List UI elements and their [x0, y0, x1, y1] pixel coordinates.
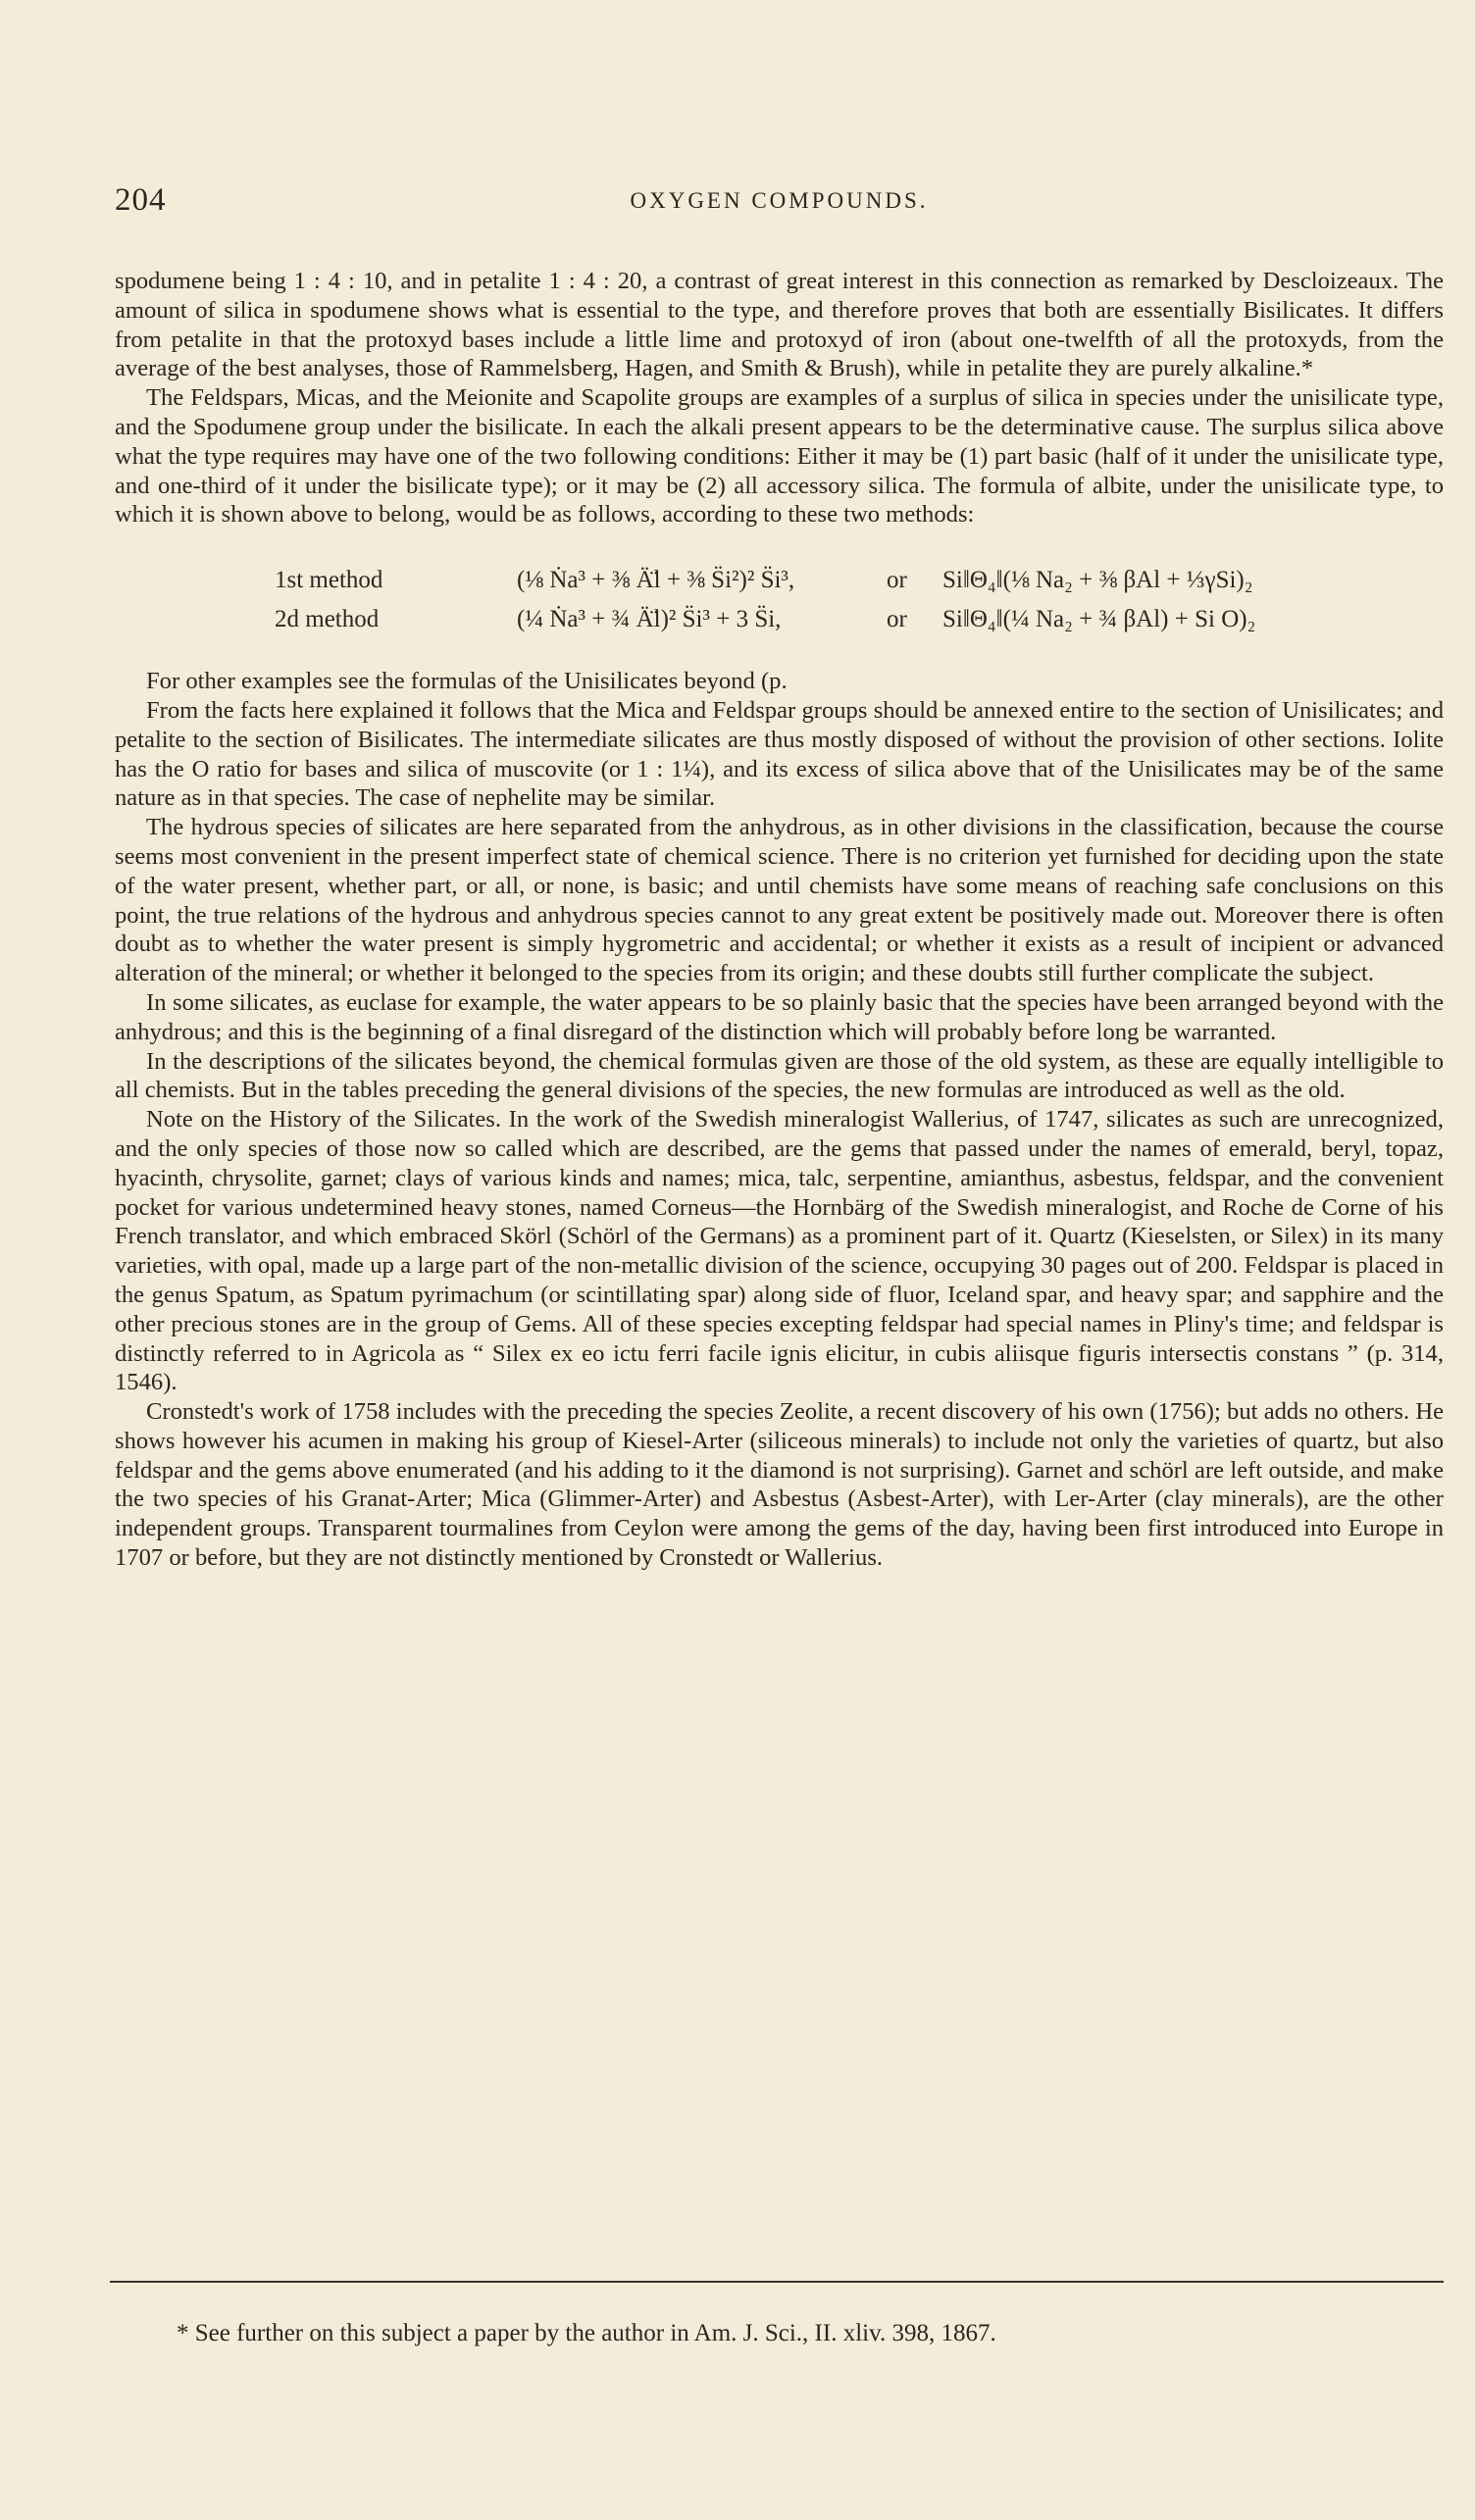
formula-new-system: Si‖Θ₄‖(¼ Na₂ + ¾ βAl) + Si O)₂ [942, 606, 1256, 633]
footnote: * See further on this subject a paper by the author in Am. J. Sci., II. xliv. 398, 1867. [177, 2320, 996, 2346]
formula-old-system: (¼ Ṅa³ + ¾ Ä̈l)² S̈i³ + 3 S̈i, [517, 606, 782, 633]
paragraph-descriptions: In the descriptions of the silicates beyond, the chemical formulas given are those of the old system, as these are equally intelligible to all chemists. But in the tables preceding the general divisions of the species, the new formulas are introduced as well as the old. [115, 1047, 1444, 1104]
formula-row-2d-method [115, 600, 1444, 639]
formula-label: 1st method [275, 567, 383, 594]
paragraph-feldspars: The Feldspars, Micas, and the Meionite and Scapolite groups are examples of a surplus of silica in species under the unisilicate type, and the Spodumene group under the bisilicate. In each the alkali present appears to be the determinative cause. The surplus silica above what the type requires may have one of the two following conditions: Either it may be (1) part basic (half of it under the unisilicate type, and one-third of it under the bisilicate type); or it may be (2) all accessory silica. The formula of albite, under the unisilicate type, to which it is shown above to belong, would be as follows, according to these two methods: [115, 384, 1444, 529]
formula-row-1st-method [115, 561, 1444, 600]
formula-new-system: Si‖Θ₄‖(⅛ Na₂ + ⅜ βAl + ⅓γSi)₂ [942, 567, 1253, 594]
formula-or: or [887, 606, 907, 633]
paragraph-hydrous: The hydrous species of silicates are here separated from the anhydrous, as in other divisions in the classification, because the course seems most convenient in the present imperfect state of chemical science. There is no criterion yet furnished for deciding upon the state of the water present, whether part, or all, or none, is basic; and until chemists have some means of reaching safe conclusions on this point, the true relations of the hydrous and anhydrous species cannot to any great extent be positively made out. Moreover there is often doubt as to whether the water present is simply hygrometric and accidental; or whether it exists as a result of incipient or advanced alteration of the mineral; or whether it belonged to the species from its origin; and these doubts still further complicate the subject. [115, 814, 1444, 987]
paragraph-other-examples: For other examples see the formulas of the Unisilicates beyond (p. [146, 668, 788, 695]
formula-old-system: (⅛ Ṅa³ + ⅜ Ä̈l + ⅜ S̈i²)² S̈i³, [517, 567, 795, 594]
albite-formulas [115, 561, 1444, 639]
paragraph-mica-feldspar: From the facts here explained it follows that the Mica and Feldspar groups should be annexed entire to the section of Unisilicates; and petalite to the section of Bisilicates. The intermediate silicates are thus mostly disposed of without the provision of other sections. Iolite has the O ratio for bases and silica of muscovite (or 1 : 1¼), and its excess of silica above that of the Unisilicates may be of the same nature as in that species. The case of nephelite may be similar. [115, 696, 1444, 812]
page-header [115, 182, 1444, 222]
paragraph-cronstedt: Cronstedt's work of 1758 includes with the preceding the species Zeolite, a recent discovery of his own (1756); but adds no others. He shows however his acumen in making his group of Kiesel-Arter (siliceous minerals) to include not only the varieties of quartz, but also feldspar and the gems above enumerated (and his adding to it the diamond is not surprising). Garnet and schörl are left outside, and make the two species of his Granat-Arter; Mica (Glimmer-Arter) and Asbestus (Asbest-Arter), with Ler-Arter (clay minerals), are the other independent groups. Transparent tourmalines from Ceylon were among the gems of the day, having been first introduced into Europe in 1707 or before, but they are not distinctly mentioned by Cronstedt or Wallerius. [115, 1398, 1444, 1572]
paragraph-spodumene: spodumene being 1 : 4 : 10, and in petalite 1 : 4 : 20, a contrast of great interest in this connection as remarked by Descloizeaux. The amount of silica in spodumene shows what is essential to the type, and therefore proves that both are essentially Bisilicates. It differs from petalite in that the protoxyd bases include a little lime and protoxyd of iron (about one-twelfth of all the protoxyds, from the average of the best analyses, those of Rammelsberg, Hagen, and Smith & Brush), while in petalite they are purely alkaline.* [115, 268, 1444, 382]
formula-label: 2d method [275, 606, 380, 633]
footnote-rule [110, 2281, 1444, 2283]
paragraph-euclase: In some silicates, as euclase for example, the water appears to be so plainly basic that the species have been arranged beyond with the anhydrous; and this is the beginning of a final disregard of the distinction which will probably before long be warranted. [115, 988, 1444, 1045]
running-title: OXYGEN COMPOUNDS. [630, 188, 929, 213]
paragraph-history-note: Note on the History of the Silicates. In the work of the Swedish mineralogist Wallerius, of 1747, silicates as such are unrecognized, and the only species of those now so called which are described, are the gems that passed under the names of emerald, beryl, topaz, hyacinth, chrysolite, garnet; clays of various kinds and names; mica, talc, serpentine, amianthus, asbestus, feldspar, and the convenient pocket for various undetermined heavy stones, named Corneus—the Hornbärg of the Swedish mineralogist, and Roche de Corne of his French translator, and which embraced Skörl (Schörl of the Germans) as a prominent part of it. Quartz (Kieselsten, or Silex) in its many varieties, with opal, made up a large part of the non-metallic division of the science, occupying 30 pages out of 200. Feldspar is placed in the genus Spatum, as Spatum pyrimachum (or scintillating spar) along side of fluor, Iceland spar, and heavy spar; and sapphire and the other precious stones are in the group of Gems. All of these species excepting feldspar had special names in Pliny's time; and feldspar is distinctly referred to in Agricola as “ Silex ex eo ictu ferri facile ignis elicitur, in cubis aliisque figuris intersectis constans ” (p. 314, 1546). [115, 1106, 1444, 1396]
formula-or: or [887, 567, 907, 594]
body-text [115, 267, 1444, 1573]
page-number: 204 [115, 182, 167, 218]
